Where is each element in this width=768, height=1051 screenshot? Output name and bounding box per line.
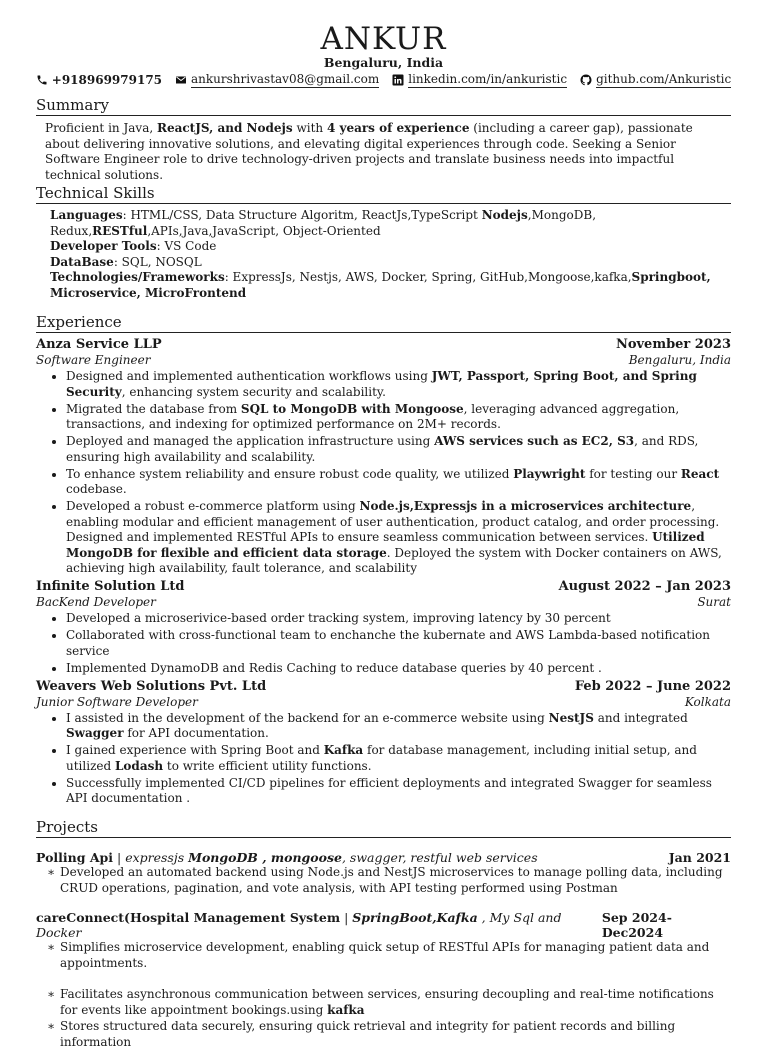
job-date: November 2023 bbox=[615, 337, 731, 352]
job-bullet: • To enhance system reliability and ensure robust code quality, we utilized Playwright for testing our React codebase. bbox=[66, 467, 731, 498]
contact-linkedin[interactable] bbox=[392, 72, 567, 88]
job-role: Software Engineer bbox=[36, 353, 151, 367]
job-company: Infinite Solution Ltd bbox=[36, 579, 185, 594]
summary-text: Proficient in Java, ReactJS, and Nodejs with 4 years of experience (including a career gap), passionate about delivering innovative solutions, and elevating digital experiences through code. Seeking a Senior Software Engineer role to drive technology-driven projects and translate business needs into impactful technical solutions. bbox=[45, 121, 693, 182]
job-bullet: • I gained experience with Spring Boot and Kafka for database management, including initial setup, and utilized Lodash to write efficient utility functions. bbox=[66, 743, 731, 774]
email-link[interactable]: ankurshrivastav08@gmail.com bbox=[191, 72, 380, 86]
skills-list bbox=[36, 208, 731, 301]
job-company: Weavers Web Solutions Pvt. Ltd bbox=[36, 678, 267, 694]
skill-languages: Languages: HTML/CSS, Data Structure Algoritm, ReactJs,TypeScript Nodejs,MongoDB, Redux,RESTful,APIs,Java,JavaScript, Object-Oriented bbox=[50, 208, 597, 238]
skills-section bbox=[36, 184, 731, 301]
candidate-location: Bengaluru, India bbox=[323, 55, 444, 70]
envelope-icon bbox=[175, 74, 187, 86]
project-heading: careConnect(Hospital Management System | SpringBoot,Kafka , My Sql and Docker bbox=[36, 910, 562, 940]
candidate-name: ANKUR bbox=[320, 21, 447, 57]
section-title-summary: Summary bbox=[36, 96, 731, 116]
experience-section bbox=[36, 313, 731, 808]
job-bullet: • Developed a microserivice-based order tracking system, improving latency by 30 percent bbox=[66, 611, 731, 627]
job-bullet: • Deployed and managed the application infrastructure using AWS services such as EC2, S3, and RDS, ensuring high availability and scalability. bbox=[66, 434, 731, 465]
section-title-skills: Technical Skills bbox=[36, 184, 731, 204]
job-place: Surat bbox=[697, 595, 731, 609]
job-date: August 2022 – Jan 2023 bbox=[558, 579, 731, 594]
job-bullet: • Migrated the database from SQL to MongoDB with Mongoose, leveraging advanced aggregation, transactions, and indexing for optimized performance on 2M+ records. bbox=[66, 402, 731, 433]
github-link[interactable]: github.com/Ankuristic bbox=[596, 72, 732, 86]
skill-technologies: Technologies/Frameworks: ExpressJs, Nestjs, AWS, Docker, Spring, GitHub,Mongoose,kafka,Springboot, Microservice, MicroFrontend bbox=[50, 270, 711, 300]
linkedin-icon bbox=[392, 74, 404, 86]
section-title-experience: Experience bbox=[36, 313, 731, 333]
project-bullet: ∗ Stores structured data securely, ensuring quick retrieval and integrity for patient records and billing information bbox=[60, 1019, 731, 1050]
project-bullet: ∗ Simplifies microservice development, enabling quick setup of RESTful APIs for managing patient data and appointments. bbox=[60, 940, 731, 971]
contact-github[interactable] bbox=[580, 72, 731, 88]
skill-database: DataBase: SQL, NOSQL bbox=[50, 254, 202, 269]
contact-phone[interactable] bbox=[36, 72, 162, 88]
job-bullet: • Developed a robust e-commerce platform using Node.js,Expressjs in a microservices architecture, enabling modular and efficient management of user authentication, product catalog, and order processing. Designed and implemented RESTful APIs to ensure seamless communication between services. Utilized MongoDB for flexible and efficient data storage. Deployed the system with Docker containers on AWS, achieving high availability, fault tolerance, and scalability bbox=[66, 499, 731, 577]
linkedin-link[interactable]: linkedin.com/in/ankuristic bbox=[408, 72, 568, 86]
project-entry bbox=[36, 910, 731, 1050]
project-bullet: ∗ Facilitates asynchronous communication between services, ensuring decoupling and real-time notifications for events like appointment bookings.using kafka bbox=[60, 987, 731, 1018]
job-entry bbox=[36, 336, 731, 577]
job-bullet: • Implemented DynamoDB and Redis Caching to reduce database queries by 40 percent . bbox=[66, 661, 731, 677]
job-place: Kolkata bbox=[684, 694, 731, 709]
project-date: Sep 2024-Dec2024 bbox=[601, 910, 672, 940]
job-bullet: • Successfully implemented CI/CD pipelines for efficient deployments and integrated Swagger for seamless API documentation . bbox=[66, 776, 731, 807]
job-bullet: • Designed and implemented authentication workflows using JWT, Passport, Spring Boot, and Spring Security, enhancing system security and scalability. bbox=[66, 369, 731, 400]
job-entry bbox=[36, 578, 731, 676]
projects-section bbox=[36, 818, 731, 1051]
contact-bar bbox=[36, 72, 731, 88]
project-date: Jan 2021 bbox=[668, 850, 731, 865]
contact-email[interactable] bbox=[175, 72, 379, 88]
summary-section bbox=[36, 96, 731, 183]
project-bullet: ∗ Developed an automated backend using Node.js and NestJS microservices to manage polling data, including CRUD operations, pagination, and vote analysis, with API testing performed using Postman bbox=[60, 865, 731, 896]
phone-icon bbox=[36, 74, 48, 86]
phone-number: +918969979175 bbox=[51, 73, 163, 87]
job-role: BacKend Developer bbox=[36, 595, 156, 609]
job-role: Junior Software Developer bbox=[36, 694, 198, 709]
project-heading: Polling Api | expressjs MongoDB , mongoose, swagger, restful web services bbox=[36, 850, 538, 865]
job-bullet: • Collaborated with cross-functional team to enchanche the kubernate and AWS Lambda-based notification service bbox=[66, 628, 731, 659]
project-entry bbox=[36, 850, 731, 896]
project-name: careConnect(Hospital Management System bbox=[36, 910, 341, 925]
job-date: Feb 2022 – June 2022 bbox=[574, 678, 731, 694]
job-entry bbox=[36, 678, 731, 807]
section-title-projects: Projects bbox=[36, 818, 731, 838]
job-company: Anza Service LLP bbox=[36, 337, 162, 352]
job-bullet: • I assisted in the development of the backend for an e-commerce website using NestJS and integrated Swagger for API documentation. bbox=[66, 711, 731, 742]
job-place: Bengaluru, India bbox=[628, 353, 731, 367]
project-name: Polling Api bbox=[36, 850, 114, 865]
skill-developer-tools: Developer Tools: VS Code bbox=[50, 239, 217, 253]
github-icon bbox=[580, 74, 592, 86]
